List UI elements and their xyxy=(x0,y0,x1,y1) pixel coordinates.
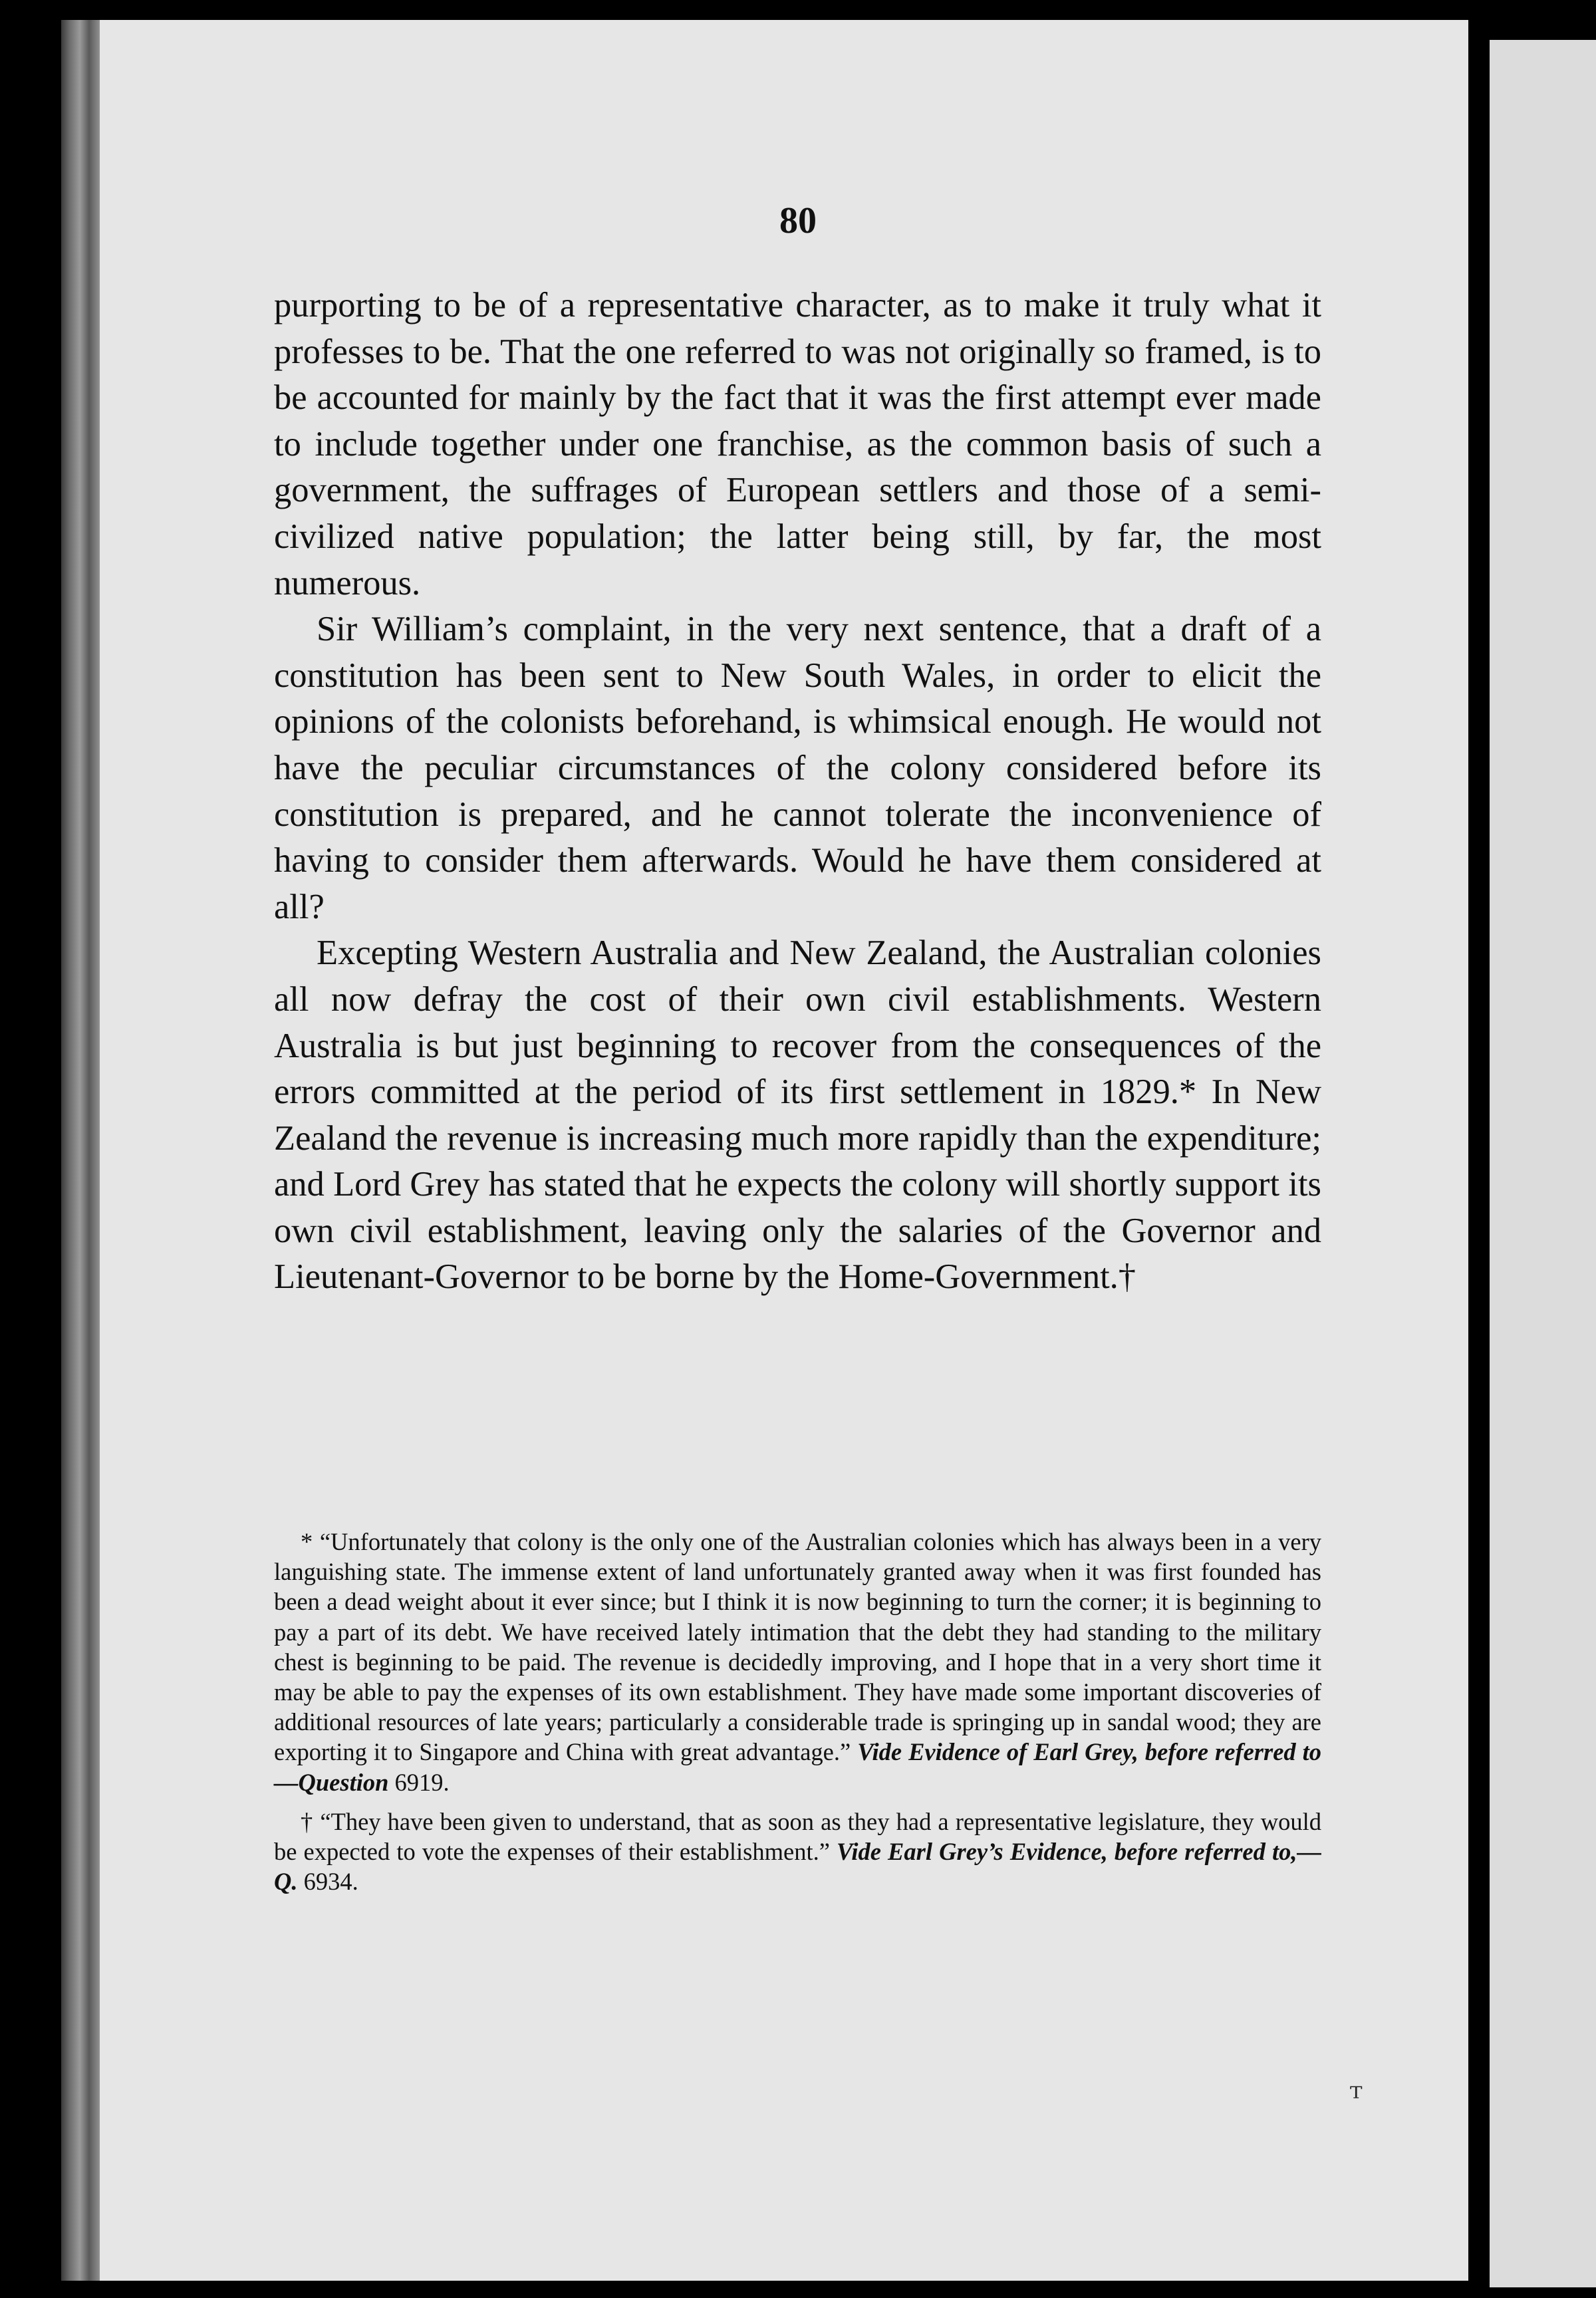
footnote-2-text: † “They have been given to understand, that as soon as they had a representative legislature, they would be expected to vote the expenses of their establishment.” xyxy=(274,1807,1321,1866)
footnote-2-ref: 6934. xyxy=(303,1868,358,1896)
paragraph-2: Sir William’s complaint, in the very next sentence, that a draft of a constitution has been sent to New South Wales, in order to elicit the opinions of the colonists beforehand, is whimsical enough. He would not have the peculiar circumstances of the colony considered before its constitution is prepared, and he cannot tolerate the inconvenience of having to consider them afterwards. Would he have them considered at all? xyxy=(274,610,1321,926)
adjacent-page-edge xyxy=(1490,40,1596,2287)
footnotes xyxy=(274,1527,1321,1906)
footnote-2 xyxy=(274,1807,1321,1897)
corner-mark: ᵀ xyxy=(1350,2081,1363,2115)
footnote-1-ref: 6919. xyxy=(394,1768,450,1796)
footnote-1-citation: Vide Evidence of Earl Grey, before referred to—Question xyxy=(274,1738,1321,1796)
page-number: 80 xyxy=(779,200,817,241)
paragraph-3: Excepting Western Australia and New Zealand, the Australian colonies all now defray the cost of their own civil establishments. Western Australia is but just beginning to recover from the consequences of the errors committed at the period of its first settlement in 1829.* In New Zealand the revenue is increasing much more rapidly than the expenditure; and Lord Grey has stated that he expects the colony will shortly support its own civil establishment, leaving only the salaries of the Governor and Lieutenant-Governor to be borne by the Home-Government.† xyxy=(274,934,1321,1297)
footnote-2-citation: Vide Earl Grey’s Evidence, before referred to,—Q. xyxy=(274,1838,1322,1896)
paragraph-1: purporting to be of a representative character, as to make it truly what it professes to be. That the one referred to was not originally so framed, is to be accounted for mainly by the fact that it was the first attempt ever made to include together under one franchise, as the common basis of such a government, the suffrages of European settlers and those of a semi-civilized native population; the latter being still, by far, the most numerous. xyxy=(274,286,1321,602)
body-text xyxy=(274,283,1321,1301)
footnote-1 xyxy=(274,1527,1321,1797)
footnote-1-text: * “Unfortunately that colony is the only one of the Australian colonies which has always been in a very languishing state. The immense extent of land unfortunately granted away when it was first founded has been a dead weight about it ever since; but I think it is now beginning to turn the corner; it is beginning to pay a part of its debt. We have received lately intimation that the debt they had standing to the military chest is beginning to be paid. The revenue is decidedly improving, and I hope that in a very short time it may be able to pay the expenses of its own establishment. They have made some important discoveries of additional resources of late years; particularly a considerable trade is springing up in sandal wood; they are exporting it to Singapore and China with great advantage.” xyxy=(274,1528,1321,1766)
